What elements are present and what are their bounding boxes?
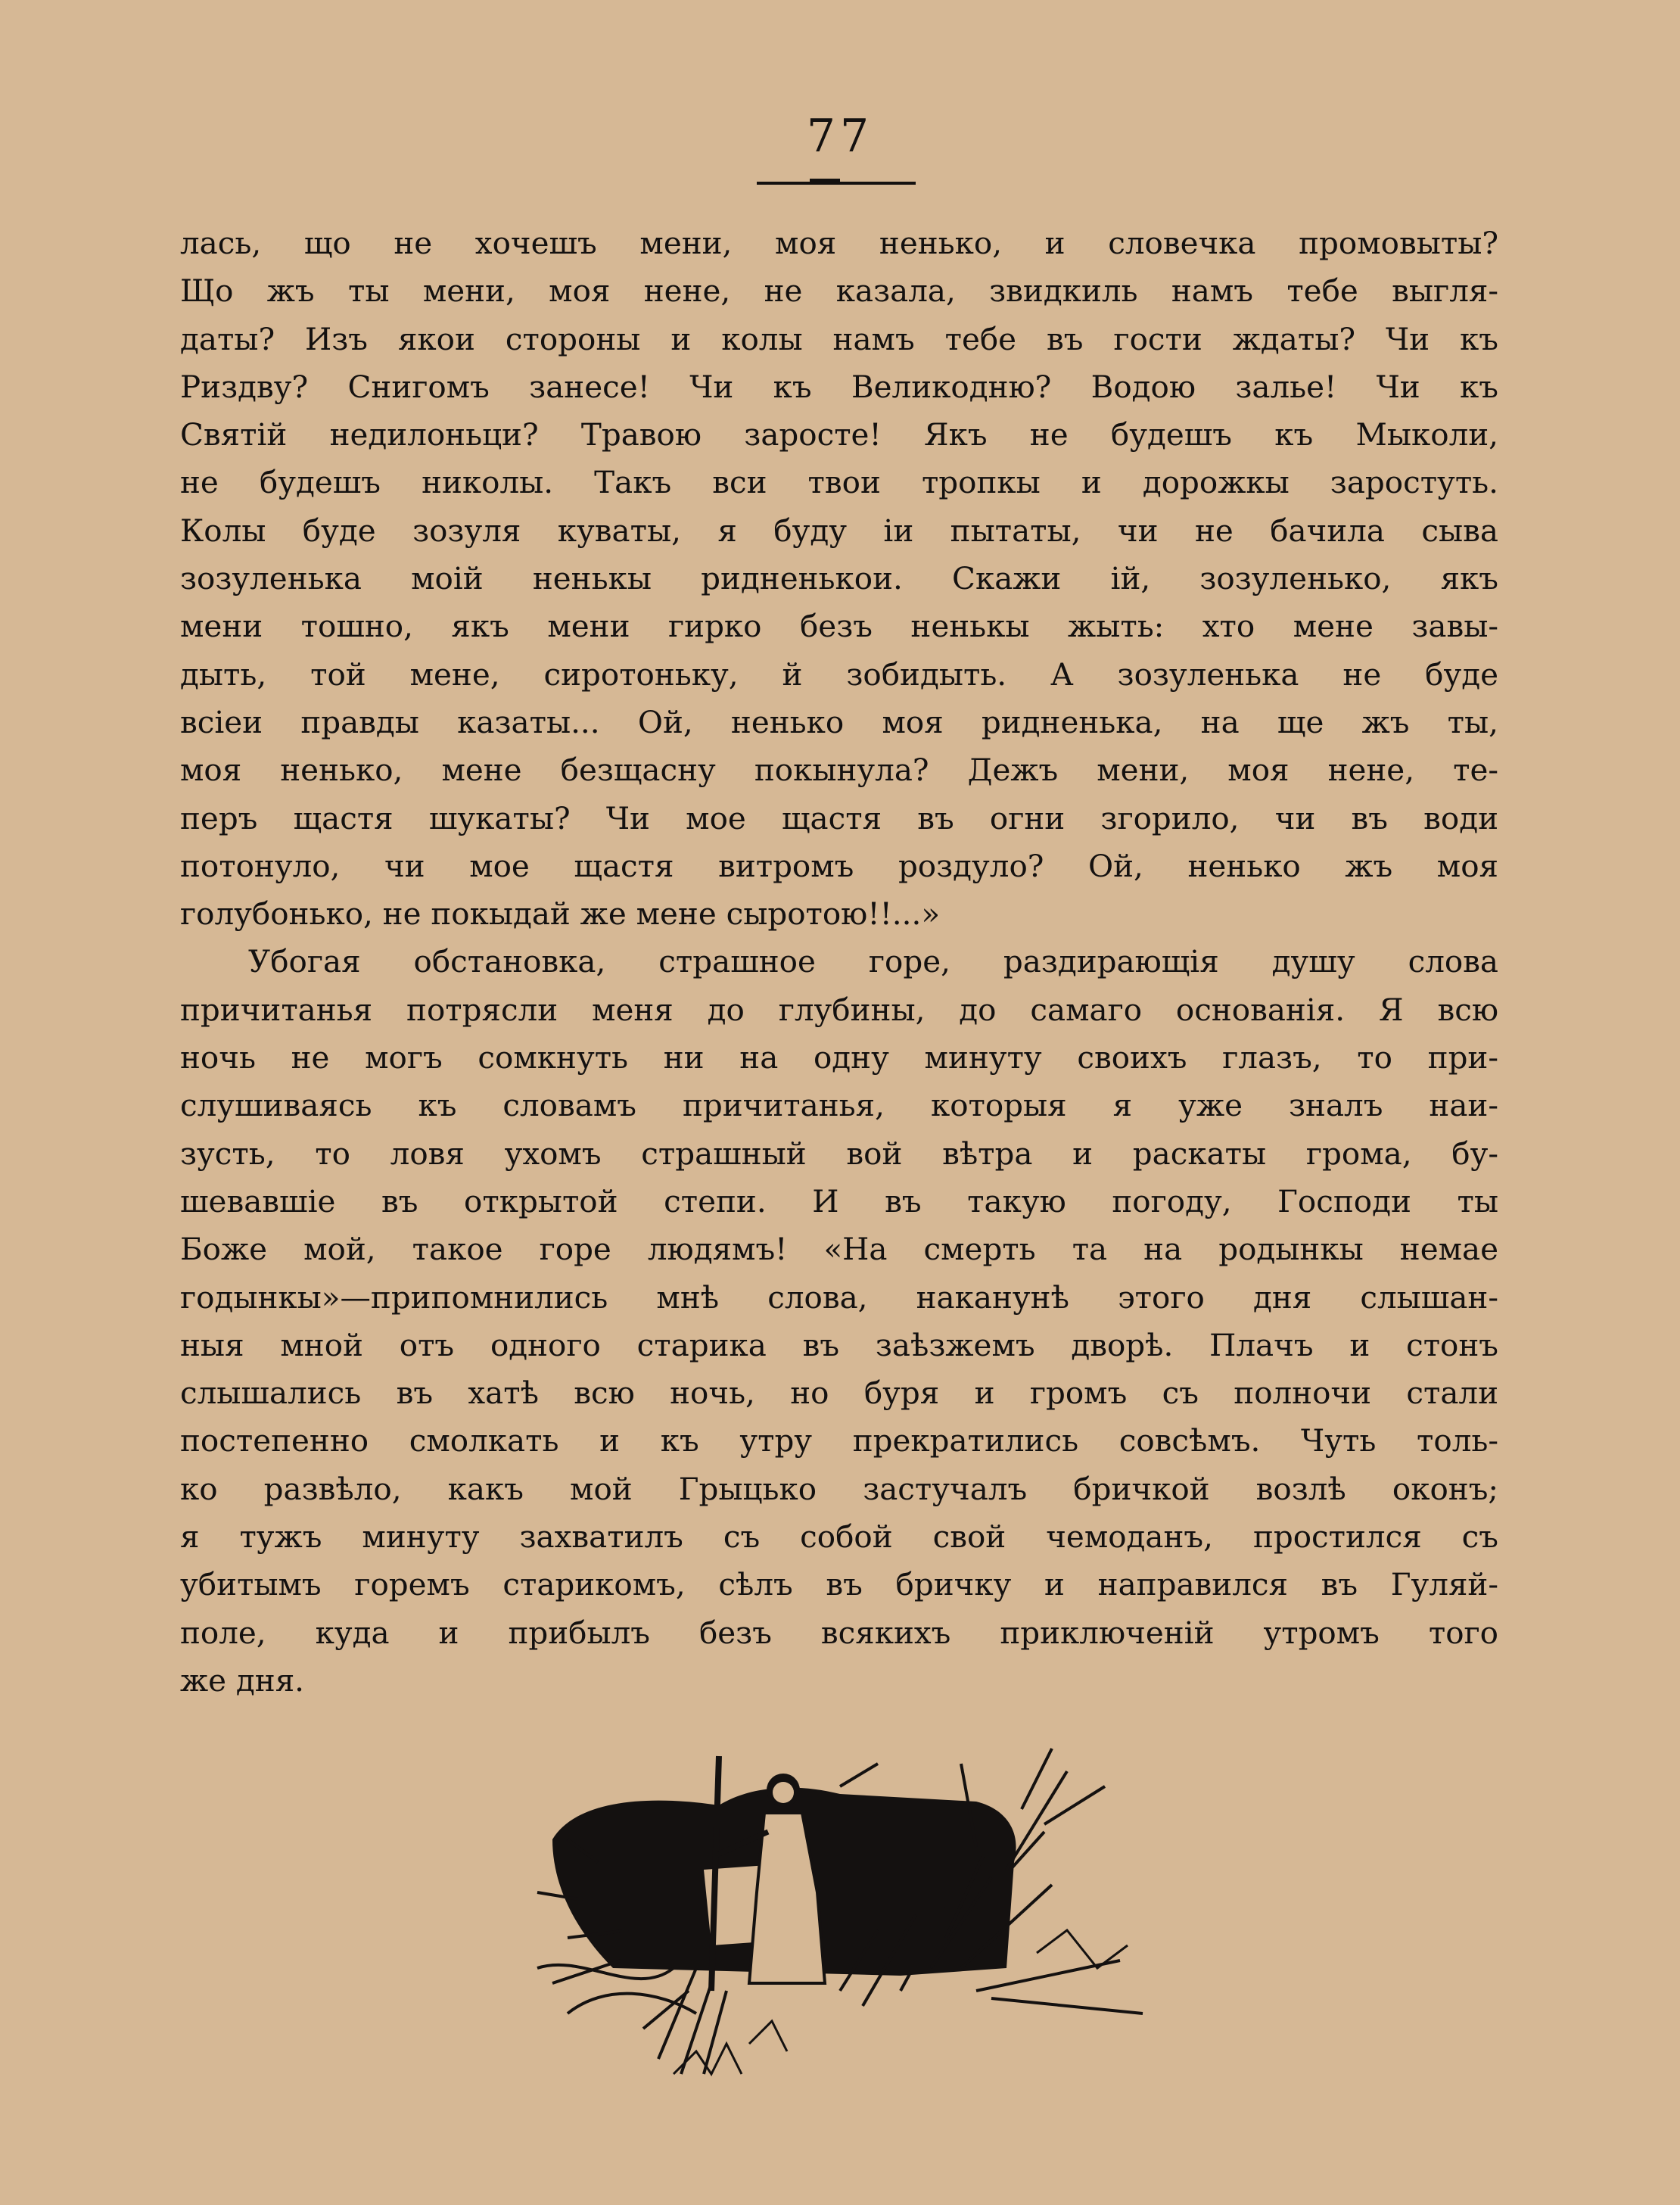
text-line: перъ щастя шукаты? Чи мое щастя въ огни згорило, чи въ води [180,799,1498,836]
text-line: моя ненько, мене безщасну покынула? Дежъ мени, моя нене, те- [180,752,1498,789]
text-line: же дня. [180,1662,305,1699]
text-line: мени тошно, якъ мени гирко безъ ненькы жыть: хто мене завы- [180,608,1498,645]
text-line: годынкы»—припомнились мнѣ слова, наканунѣ этого дня слышан- [180,1278,1498,1316]
text-line: даты? Изъ якои стороны и колы намъ тебе въ гости ждаты? Чи къ [180,320,1498,357]
text-line: шевавшіе въ открытой степи. И въ такую погоду, Господи ты [180,1182,1498,1219]
text-line: Колы буде зозуля куваты, я буду іи пытаты, чи не бачила сыва [180,512,1498,549]
text-line: ныя мной отъ одного старика въ заѣзжемъ дворѣ. Плачъ и стонъ [180,1326,1498,1363]
text-block [180,220,1498,1705]
text-line: голубонько, не покыдай же мене сыротою!!...» [180,895,941,933]
text-line: Убогая обстановка, страшное горе, раздирающія душу слова [248,943,1498,980]
text-line: Що жъ ты мени, моя нене, не казала, звидкиль намъ тебе выгля- [180,273,1498,310]
text-line: Боже мой, такое горе людямъ! «На смерть та на родынкы немае [180,1231,1498,1268]
page-number: 77 [806,110,874,163]
text-line: Святій недилоньци? Травою заросте! Якъ не будешъ къ Мыколи, [180,416,1498,453]
text-line: зозуленька моій ненькы ридненькои. Скажи ій, зозуленько, якъ [180,560,1498,597]
text-line: слышались въ хатѣ всю ночь, но буря и громъ съ полночи стали [180,1375,1498,1412]
text-line: слушиваясь къ словамъ причитанья, которыя я уже зналъ наи- [180,1087,1498,1124]
text-line: потонуло, чи мое щастя витромъ роздуло? Ой, ненько жъ моя [180,847,1498,884]
text-line: поле, куда и прибылъ безъ всякихъ приключеній утромъ того [180,1614,1498,1651]
text-line: причитанья потрясли меня до глубины, до самаго основанія. Я всю [180,991,1498,1028]
page-number-rule [757,182,916,185]
rural-scene-vignette-icon [522,1741,1158,2089]
text-line: зусть, то ловя ухомъ страшный вой вѣтра и раскаты грома, бу- [180,1135,1498,1172]
text-line: ко развѣло, какъ мой Грыцько застучалъ бричкой возлѣ оконъ; [180,1470,1498,1507]
text-line: убитымъ горемъ старикомъ, сѣлъ въ бричку и направился въ Гуляй- [180,1566,1498,1603]
text-line: я тужъ минуту захватилъ съ собой свой чемоданъ, простился съ [180,1518,1498,1556]
text-line: постепенно смолкать и къ утру прекратились совсѣмъ. Чуть толь- [180,1422,1498,1459]
text-line: Риздву? Снигомъ занесе! Чи къ Великодню? Водою залье! Чи къ [180,368,1498,405]
text-line: ночь не могъ сомкнуть ни на одну минуту своихъ глазъ, то при- [180,1039,1498,1076]
text-line: дыть, той мене, сиротоньку, й зобидыть. А зозуленька не буде [180,656,1498,693]
text-line: всіеи правды казаты... Ой, ненько моя ридненька, на ще жъ ты, [180,703,1498,740]
text-line: не будешъ николы. Такъ вси твои тропкы и дорожкы заростуть. [180,464,1498,501]
text-line: лась, що не хочешъ мени, моя ненько, и словечка промовыты? [180,225,1498,261]
